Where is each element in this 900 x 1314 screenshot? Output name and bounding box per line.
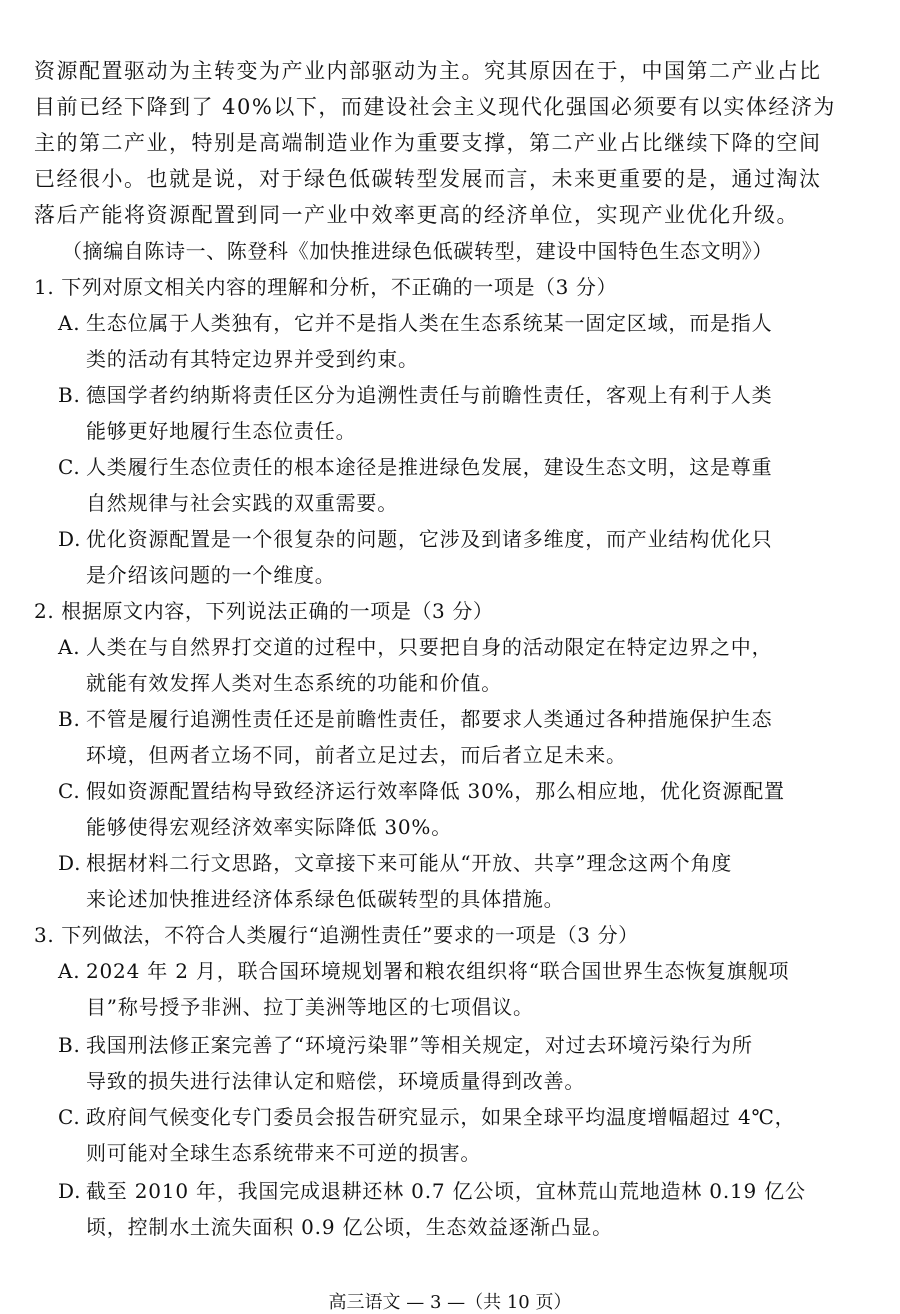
option-letter: D. (58, 527, 82, 551)
question-2-option-d (58, 848, 858, 920)
option-text: 截至 2010 年，我国完成退耕还林 0.7 亿公顷，宜林荒山荒地造林 0.19 亿公 (86, 1179, 806, 1203)
option-letter: B. (58, 383, 81, 407)
question-3-option-b (58, 1030, 858, 1102)
question-3-option-d (58, 1176, 858, 1248)
question-1-option-d (58, 524, 858, 596)
option-text-cont: 能够使得宏观经济效率实际降低 30%。 (86, 815, 453, 839)
option-text: 人类在与自然界打交道的过程中，只要把自身的活动限定在特定边界之中， (86, 635, 773, 659)
option-text-cont: 就能有效发挥人类对生态系统的功能和价值。 (86, 671, 502, 695)
passage-line: 主的第二产业，特别是高端制造业作为重要支撑，第二产业占比继续下降的空间 (34, 131, 822, 155)
option-text: 优化资源配置是一个很复杂的问题，它涉及到诸多维度，而产业结构优化只 (86, 527, 773, 551)
option-letter: A. (58, 311, 81, 335)
option-text: 2024 年 2 月，联合国环境规划署和粮农组织将“联合国世界生态恢复旗舰项 (86, 959, 790, 983)
option-letter: A. (58, 959, 81, 983)
question-3-option-a (58, 956, 858, 1028)
option-text: 不管是履行追溯性责任还是前瞻性责任，都要求人类通过各种措施保护生态 (86, 707, 773, 731)
option-letter: B. (58, 1033, 81, 1057)
passage-line: 落后产能将资源配置到同一产业中效率更高的经济单位，实现产业优化升级。 (34, 203, 799, 227)
question-2-stem: 2. 根据原文内容，下列说法正确的一项是（3 分） (34, 599, 494, 623)
passage-line: 已经很小。也就是说，对于绿色低碳转型发展而言，未来更重要的是，通过淘汰 (34, 167, 822, 191)
question-2-option-c (58, 776, 858, 848)
page-footer: 高三语文 — 3 —（共 10 页） (328, 1292, 572, 1313)
question-3-stem: 3. 下列做法，不符合人类履行“追溯性责任”要求的一项是（3 分） (34, 923, 639, 947)
question-2-option-b (58, 704, 858, 776)
option-letter: C. (58, 1105, 81, 1129)
question-1-stem: 1. 下列对原文相关内容的理解和分析，不正确的一项是（3 分） (34, 275, 618, 299)
passage-line: 资源配置驱动为主转变为产业内部驱动为主。究其原因在于，中国第二产业占比 (34, 59, 822, 83)
question-1-option-c (58, 452, 858, 524)
option-text-cont: 类的活动有其特定边界并受到约束。 (86, 347, 419, 371)
option-text: 我国刑法修正案完善了“环境污染罪”等相关规定，对过去环境污染行为所 (86, 1033, 753, 1057)
option-text-cont: 能够更好地履行生态位责任。 (86, 419, 357, 443)
option-letter: C. (58, 779, 81, 803)
option-letter: B. (58, 707, 81, 731)
question-1-option-b (58, 380, 858, 452)
option-text-cont: 环境，但两者立场不同，前者立足过去，而后者立足未来。 (86, 743, 627, 767)
option-text: 根据材料二行文思路，文章接下来可能从“开放、共享”理念这两个角度 (86, 851, 733, 875)
passage-source: （摘编自陈诗一、陈登科《加快推进绿色低碳转型，建设中国特色生态文明》） (62, 239, 773, 263)
option-letter: D. (58, 851, 82, 875)
option-text-cont: 来论述加快推进经济体系绿色低碳转型的具体措施。 (86, 887, 565, 911)
option-text: 生态位属于人类独有，它并不是指人类在生态系统某一固定区域，而是指人 (86, 311, 773, 335)
option-text-cont: 是介绍该问题的一个维度。 (86, 563, 336, 587)
question-3-option-c (58, 1102, 858, 1174)
option-letter: D. (58, 1179, 82, 1203)
option-letter: A. (58, 635, 81, 659)
option-text-cont: 目”称号授予非洲、拉丁美洲等地区的七项倡议。 (86, 995, 534, 1019)
question-1-option-a (58, 308, 858, 380)
passage-line: 目前已经下降到了 40%以下，而建设社会主义现代化强国必须要有以实体经济为 (34, 95, 836, 119)
question-2-option-a (58, 632, 858, 704)
option-text: 德国学者约纳斯将责任区分为追溯性责任与前瞻性责任，客观上有利于人类 (86, 383, 773, 407)
option-text-cont: 自然规律与社会实践的双重需要。 (86, 491, 398, 515)
option-text: 政府间气候变化专门委员会报告研究显示，如果全球平均温度增幅超过 4℃， (86, 1105, 796, 1129)
option-text: 人类履行生态位责任的根本途径是推进绿色发展，建设生态文明，这是尊重 (86, 455, 773, 479)
option-letter: C. (58, 455, 81, 479)
option-text: 假如资源配置结构导致经济运行效率降低 30%，那么相应地，优化资源配置 (86, 779, 785, 803)
option-text-cont: 顷，控制水土流失面积 0.9 亿公顷，生态效益逐渐凸显。 (86, 1215, 613, 1239)
option-text-cont: 导致的损失进行法律认定和赔偿，环境质量得到改善。 (86, 1069, 586, 1093)
option-text-cont: 则可能对全球生态系统带来不可逆的损害。 (86, 1141, 482, 1165)
